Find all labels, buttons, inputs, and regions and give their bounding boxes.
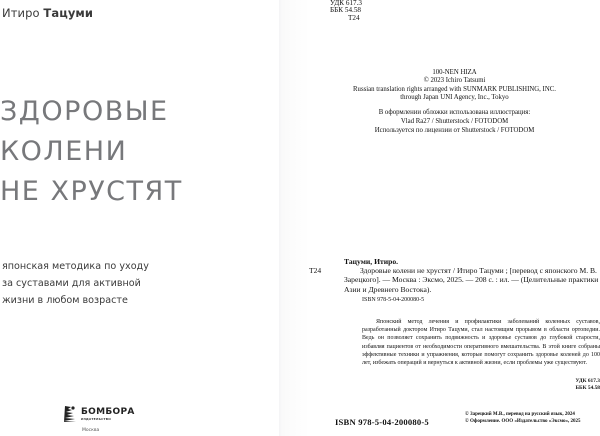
title-line: НЕ ХРУСТЯТ [0, 176, 183, 207]
annotation [362, 318, 600, 367]
cover-credit [309, 109, 600, 135]
bib-description: Здоровые колени не хрустят / Итиро Тацуми ; [перевод с японского М. В. Зарецкого]. — Москва : Эксмо, 2025. — 208 с. : ил. — (Целительные практики Азии и Древнего Востока). [344, 266, 599, 294]
cover-credit-line: Vlad Ra27 / Shutterstock / FOTODOM [400, 117, 509, 125]
bibliographic-record [309, 257, 600, 294]
classification-bottom [575, 378, 600, 392]
copyright-notice [465, 411, 581, 426]
bib-isbn: ISBN 978-5-04-200080-5 [362, 297, 425, 303]
author-sign: Т24 [348, 13, 360, 22]
subtitle-line: за суставами для активной [2, 278, 141, 289]
bib-code: Т24 [309, 266, 322, 276]
rights-line: through Japan UNI Agency, Inc., Tokyo [400, 94, 509, 102]
publisher-city: Москва [82, 428, 100, 433]
udk-code: УДК 617.3 [330, 0, 363, 7]
rights-notice [309, 69, 600, 103]
book-author [2, 6, 93, 20]
publisher-name: БОМБОРА [81, 407, 135, 417]
annotation-text: Японский метод лечения и профилактики заболеваний коленных суставов, разработанный доктором Итиро Тацуми, стал настоящим прорывом в области ортопедии. Ведь он позволяет сохранить подвижность и здоровье суставов до глубокой старости, избавляя пациентов от необходимости оперативного вмешательства. В этой книге собраны эффективные техники и упражнения, которые помогут сохранить здоровье коленей до 100 лет, избежать операций и вернуться к активной жизни, если проблемы уже существуют. [362, 319, 600, 367]
bib-author-heading: Тацуми, Итиро. [344, 257, 399, 266]
bbk-code: ББК 54.58 [330, 6, 362, 15]
rights-line: 100-NEN HIZA [432, 69, 477, 76]
publisher-logo [62, 405, 135, 423]
udk-code: УДК 617.3 [575, 378, 600, 384]
author-first-name: Итиро [2, 6, 40, 20]
copyright-page [309, 0, 600, 436]
cover-credit-line: Используется по лицензии от Shutterstock / FOTODOM [374, 126, 535, 134]
book-subtitle [2, 258, 149, 309]
title-page [0, 0, 279, 436]
subtitle-line: японская методика по уходу [2, 261, 149, 272]
cover-credit-line: В оформлении обложки использована иллюстрация: [378, 109, 531, 116]
title-line: КОЛЕНИ [0, 136, 128, 167]
publisher-tagline: ИЗДАТЕЛЬСТВО [81, 417, 111, 421]
copyright-line: © Оформление. ООО «Издательство «Эксмо», 2025 [465, 419, 581, 425]
author-last-name: Тацуми [43, 6, 94, 20]
classification-top [330, 0, 362, 22]
rights-line: Russian translation rights arranged with SUNMARK PUBLISHING, INC. [353, 85, 556, 93]
rights-line: © 2023 Ichiro Tatsumi [423, 77, 486, 85]
subtitle-line: жизни в любом возрасте [2, 295, 128, 306]
book-title [0, 92, 183, 212]
book-spine-gutter [279, 0, 309, 436]
isbn-footer: ISBN 978-5-04-200080-5 [335, 417, 429, 427]
bombora-logo-icon [62, 405, 78, 423]
copyright-line: © Зарецкий М.В., перевод на русский язык, 2024 [465, 412, 575, 417]
title-line: ЗДОРОВЫЕ [0, 96, 169, 127]
bbk-code: ББК 54.58 [575, 384, 600, 391]
